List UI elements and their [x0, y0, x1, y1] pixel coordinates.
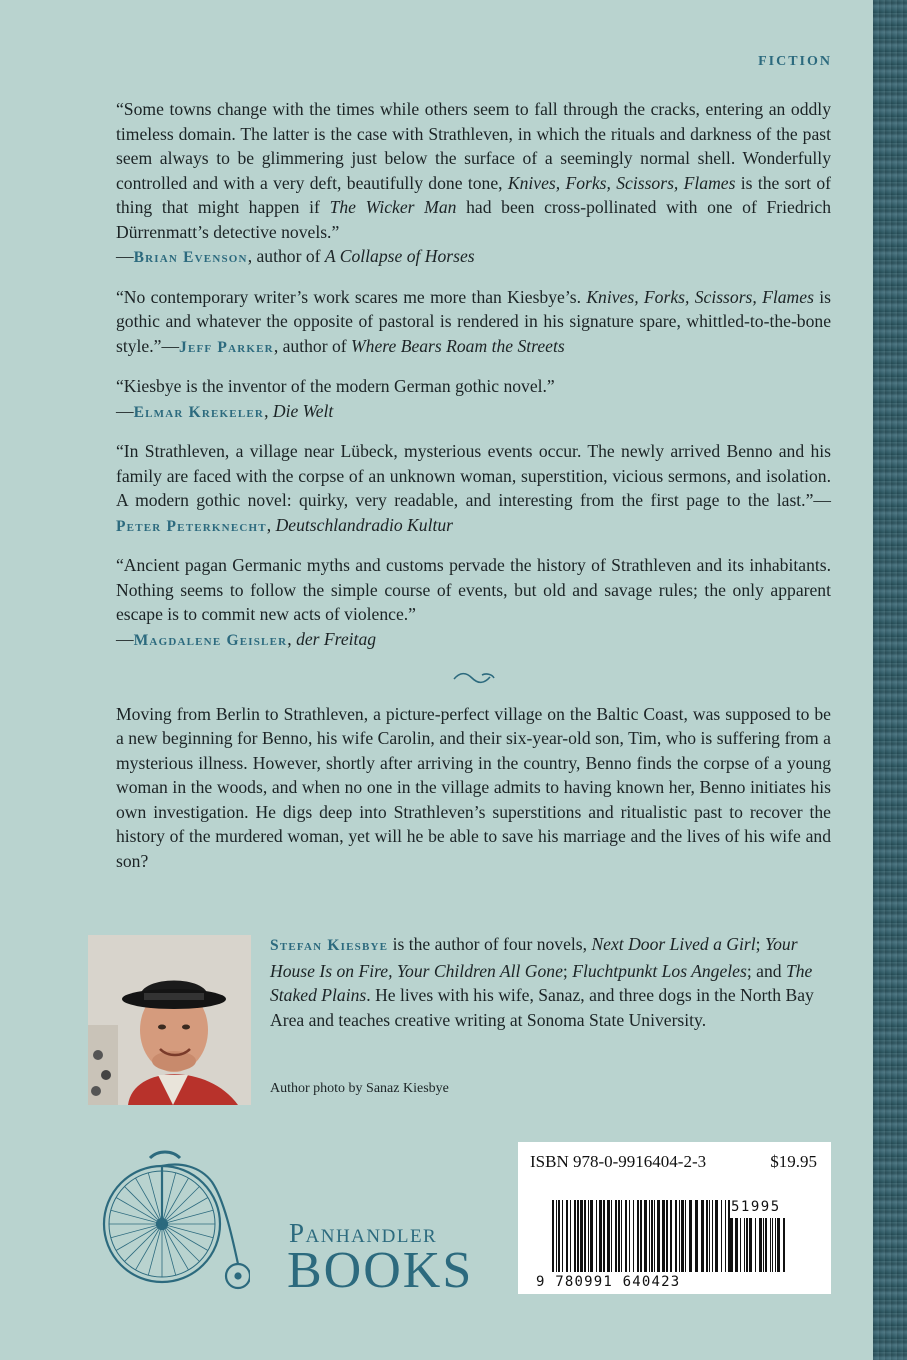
- attribution-dash: —: [161, 335, 180, 356]
- barcode-bar: [744, 1218, 745, 1272]
- endorser-name: Peter Peterknecht: [116, 517, 267, 535]
- barcode-bar: [621, 1200, 622, 1272]
- barcode-bar: [755, 1218, 756, 1272]
- barcode-bar: [777, 1218, 780, 1272]
- wheel-spoke: [111, 1224, 162, 1238]
- barcode-bar: [721, 1200, 722, 1272]
- price-label: $19.95: [770, 1152, 817, 1171]
- endorsement-quote: [116, 439, 831, 539]
- barcode-bar: [552, 1200, 554, 1272]
- barcode-bar: [657, 1200, 660, 1272]
- barcode-bar: [725, 1200, 726, 1272]
- barcode-bar: [603, 1200, 605, 1272]
- endorsement-attribution: [116, 399, 831, 426]
- book-title: Your House Is on Fire, Your Children All Gone: [270, 934, 798, 981]
- back-cover-text: [116, 97, 831, 873]
- barcode: [518, 1142, 831, 1294]
- endorser-name: Brian Evenson: [133, 249, 248, 266]
- quote-text: is gothic and whatever the opposite of pastoral is rendered in his signature spare, whittled-to-the-bone style.”: [116, 286, 831, 356]
- book-title: Fluchtpunkt Los Angeles: [572, 960, 747, 981]
- barcode-bar: [607, 1200, 610, 1272]
- barcode-bar: [681, 1200, 684, 1272]
- italic-title: Knives, Forks, Scissors, Flames: [507, 172, 736, 193]
- barcode-bar: [633, 1200, 634, 1272]
- endorser-name: Jeff Parker: [179, 338, 274, 356]
- wheel-spoke: [148, 1173, 162, 1224]
- barcode-bar: [618, 1200, 620, 1272]
- attribution-dash: —: [116, 628, 134, 649]
- barcode-addon-bars: [730, 1218, 785, 1272]
- quote-text: “Kiesbye is the inventor of the modern German gothic novel.”: [116, 376, 555, 396]
- barcode-bar: [740, 1218, 741, 1272]
- barcode-addon-digits: 51995: [731, 1199, 781, 1215]
- endorser-name: Elmar Krekeler: [133, 403, 265, 421]
- attribution-connector: ,: [287, 628, 297, 649]
- publisher-name-top: Panhandler: [289, 1218, 438, 1248]
- barcode-panel: [518, 1142, 831, 1294]
- quote-text: is the sort of thing that might happen if: [116, 172, 832, 217]
- bio-text: ;: [562, 960, 573, 981]
- quote-text: “In Strathleven, a village near Lübeck, mysterious events occur. The newly arrived Benno and his family are faced with the corpse of an unknown woman, superstition, vicious sermons, and isolation. A modern gothic novel: quirky, very readable, and interesting from the first page to the last.”: [116, 441, 831, 510]
- book-title: The Staked Plains: [270, 960, 813, 1005]
- barcode-bar: [706, 1200, 708, 1272]
- book-synopsis: Moving from Berlin to Strathleven, a picture-perfect village on the Baltic Coast, was supposed to be a new beginning for Benno, his wife Carolin, and their six-year-old son, Tim, who is suffering from a mysterious illness. However, shortly after arriving in the country, Benno finds the corpse of a young woman in the woods, and when no one in the village admits to having known her, Benno initiates his own investigation. He digs deep into Strathleven’s superstitions and ritualistic past to recover the history of the murdered woman, yet will he be able to save his marriage and the lives of his wife and son?: [116, 703, 831, 871]
- author-portrait-icon: [88, 935, 251, 1105]
- wheel-spoke: [162, 1210, 213, 1224]
- barcode-bar: [588, 1200, 589, 1272]
- barcode-bar: [772, 1218, 773, 1272]
- quote-text: “Some towns change with the times while others seem to fall through the cracks, entering an oddly timeless domain. The latter is the case with Strathleven, in which the rituals and darkness of the past seem always to be glimmering just below the surface of a seemingly normal shell. Wonderfully controlled and with a very deft, beautifully done tone,: [116, 99, 831, 193]
- barcode-bar: [556, 1200, 557, 1272]
- isbn-label: ISBN 978-0-9916404-2-3: [530, 1152, 707, 1171]
- barcode-bar: [775, 1218, 776, 1272]
- barcode-bar: [577, 1200, 579, 1272]
- attribution-connector: , author of: [247, 246, 325, 266]
- photo-credit: Author photo by Sanaz Kiesbye: [270, 1081, 449, 1096]
- barcode-bar: [590, 1200, 593, 1272]
- endorser-source: Where Bears Roam the Streets: [351, 335, 565, 356]
- attribution-connector: , author of: [273, 335, 352, 356]
- author-photo: [88, 935, 251, 1105]
- barcode-bar: [689, 1200, 692, 1272]
- barcode-bar: [679, 1200, 680, 1272]
- barcode-bar: [651, 1200, 653, 1272]
- barcode-bar: [765, 1218, 767, 1272]
- barcode-bar: [615, 1200, 617, 1272]
- italic-title: Knives, Forks, Scissors, Flames: [586, 286, 814, 307]
- wheel-spoke: [148, 1224, 162, 1275]
- barcode-bar: [763, 1218, 764, 1272]
- barcode-bar: [629, 1200, 630, 1272]
- barcode-bar: [580, 1200, 583, 1272]
- endorsement-attribution: [116, 244, 831, 271]
- barcode-bar: [640, 1200, 642, 1272]
- barcode-bar: [730, 1218, 733, 1272]
- barcode-bar: [701, 1200, 704, 1272]
- barcode-bar: [625, 1200, 627, 1272]
- barcode-bar: [562, 1200, 563, 1272]
- quote-text: “Ancient pagan Germanic myths and customs pervade the history of Strathleven and its inhabitants. Nothing seems to follow the simple course of events, but old and savage rules; the only apparent escape is to commit new acts of violence.”: [116, 555, 831, 624]
- attribution-dash: —: [116, 400, 134, 421]
- barcode-bar: [662, 1200, 665, 1272]
- publisher-name-bottom: BOOKS: [287, 1242, 474, 1299]
- author-name: Stefan Kiesbye: [270, 937, 389, 954]
- endorsements: [116, 97, 831, 653]
- endorsement-quote: [116, 285, 831, 361]
- barcode-bar: [712, 1200, 713, 1272]
- barcode-bar: [675, 1200, 677, 1272]
- barcode-bar: [566, 1200, 568, 1272]
- attribution-connector: ,: [264, 400, 273, 421]
- quote-text: “No contemporary writer’s work scares me more than Kiesbye’s.: [116, 286, 587, 307]
- attribution-connector: ,: [266, 514, 276, 535]
- barcode-bar: [570, 1200, 571, 1272]
- barcode-bar: [783, 1218, 785, 1272]
- endorsement-quote: [116, 553, 831, 653]
- barcode-bar: [666, 1200, 668, 1272]
- barcode-bar: [735, 1218, 738, 1272]
- barcode-bar: [654, 1200, 655, 1272]
- barcode-bar: [599, 1200, 602, 1272]
- barcode-bar: [611, 1200, 612, 1272]
- barcode-bar: [644, 1200, 647, 1272]
- book-spine-edge: [873, 0, 907, 1360]
- barcode-bar: [685, 1200, 686, 1272]
- wheel-spoke: [111, 1210, 162, 1224]
- bio-text: ;: [755, 934, 765, 954]
- bio-text: . He lives with his wife, Sanaz, and three dogs in the North Bay Area and teaches creative writing at Sonoma State University.: [270, 985, 814, 1030]
- barcode-bar: [770, 1218, 771, 1272]
- barcode-bar: [649, 1200, 650, 1272]
- endorsement-quote: [116, 374, 831, 425]
- endorser-name: Magdalene Geisler: [133, 631, 288, 649]
- genre-label: FICTION: [758, 54, 832, 69]
- wheel-spoke: [162, 1224, 176, 1275]
- barcode-bar: [695, 1200, 698, 1272]
- bio-text: is the author of four novels,: [388, 934, 592, 954]
- quote-text: had been cross-pollinated with one of Friedrich Dürrenmatt’s detective novels.”: [116, 197, 831, 242]
- barcode-bar: [746, 1218, 748, 1272]
- barcode-digits: 9 780991 640423: [536, 1274, 681, 1290]
- barcode-bars: [552, 1200, 730, 1272]
- book-title: Next Door Lived a Girl: [591, 934, 756, 954]
- wheel-spoke: [162, 1224, 213, 1238]
- barcode-bar: [596, 1200, 597, 1272]
- italic-title: The Wicker Man: [329, 197, 457, 217]
- wheel-spoke: [162, 1173, 176, 1224]
- endorser-source: A Collapse of Horses: [324, 246, 475, 266]
- endorser-source: Deutschlandradio Kultur: [275, 514, 454, 535]
- barcode-bar: [670, 1200, 672, 1272]
- barcode-bar: [574, 1200, 576, 1272]
- barcode-bar: [728, 1200, 730, 1272]
- endorser-source: der Freitag: [296, 628, 377, 649]
- barcode-bar: [709, 1200, 710, 1272]
- attribution-dash: —: [116, 246, 134, 266]
- barcode-bar: [715, 1200, 718, 1272]
- endorser-source: Die Welt: [272, 400, 334, 421]
- endorsement-quote: [116, 97, 831, 271]
- barcode-bar: [558, 1200, 560, 1272]
- penny-farthing-logo-icon: [100, 1136, 250, 1291]
- endorsement-attribution: [116, 627, 831, 654]
- ornament-divider: [116, 667, 831, 692]
- barcode-bar: [584, 1200, 586, 1272]
- bio-text: ; and: [746, 960, 786, 981]
- barcode-bar: [637, 1200, 639, 1272]
- author-bio: [270, 932, 832, 1032]
- attribution-dash: —: [813, 490, 831, 510]
- endorsement-attribution: [161, 336, 564, 356]
- swirl-ornament-icon: [452, 671, 496, 685]
- barcode-bar: [759, 1218, 762, 1272]
- barcode-bar: [749, 1218, 752, 1272]
